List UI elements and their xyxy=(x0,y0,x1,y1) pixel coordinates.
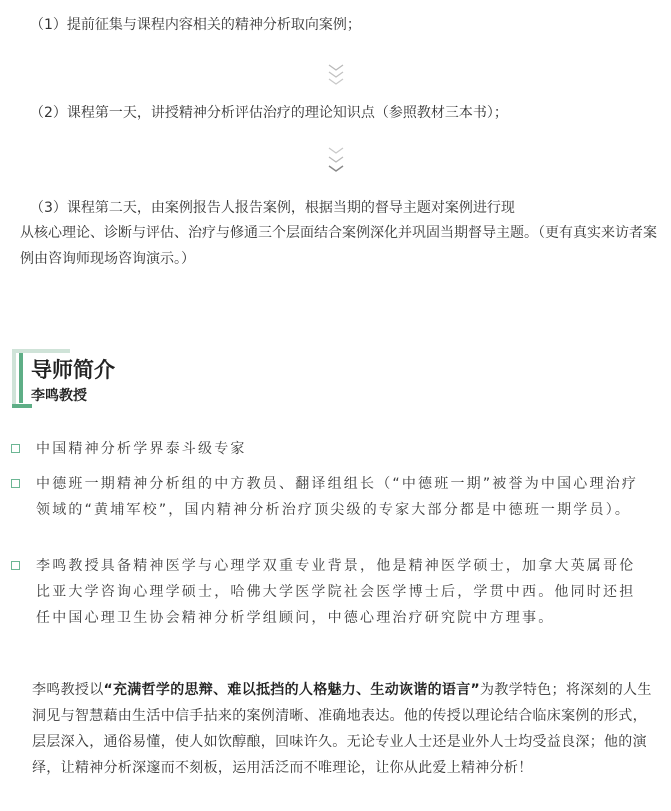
double-chevron-down-icon xyxy=(328,145,344,181)
section-title: 导师简介 xyxy=(31,358,115,382)
list-item: 中国精神分析学界泰斗级专家 xyxy=(36,441,247,457)
heading-accent-bar xyxy=(19,353,23,403)
step-1-text: （1）提前征集与课程内容相关的精神分析取向案例； xyxy=(30,17,361,33)
heading-bracket-decoration xyxy=(12,349,16,408)
heading-accent-bar xyxy=(12,404,32,408)
list-item: 中德班一期精神分析组的中方教员、翻译组组长（“中德班一期”被誉为中国心理治疗领域的“黄埔军校”，国内精神分析治疗顶尖级的专家大部分都是中德班一期学员）。 xyxy=(36,476,639,518)
step-3-continuation: 从核心理论、诊断与评估、治疗与修通三个层面结合案例深化并巩固当期督导主题。（更有真实来访者案例由咨询师现场咨询演示。） xyxy=(20,225,657,267)
instructor-name: 李鸣教授 xyxy=(31,388,87,404)
list-item: 李鸣教授具备精神医学与心理学双重专业背景，他是精神医学硕士，加拿大英属哥伦比亚大学咨询心理学硕士，哈佛大学医学院社会医学博士后，学贯中西。他同时还担任中国心理卫生协会精神分析学组顾问，中德心理治疗研究院中方理事。 xyxy=(36,558,636,626)
double-chevron-down-icon xyxy=(328,62,344,88)
step-3-text: （3）课程第二天，由案例报告人报告案例，根据当期的督导主题对案例进行现 xyxy=(30,200,515,216)
description-prefix: 李鸣教授以 xyxy=(32,682,104,698)
step-2-text: （2）课程第一天，讲授精神分析评估治疗的理论知识点（参照教材三本书）； xyxy=(30,105,508,121)
teaching-highlight: “充满哲学的思辩、难以抵挡的人格魅力、生动诙谐的语言” xyxy=(103,682,481,698)
instructor-description xyxy=(32,677,657,781)
square-bullet-icon xyxy=(11,561,20,570)
description-body: 为教学特色；将深刻的人生洞见与智慧藉由生活中信手拈来的案例清晰、准确地表达。他的传授以理论结合临床案例的形式，层层深入，通俗易懂，使人如饮醇酿，回味许久。无论专业人士还是业外人士均受益良深；他的演绎，让精神分析深邃而不刻板，运用活泛而不唯理论，让你从此爱上精神分析！ xyxy=(32,682,652,776)
square-bullet-icon xyxy=(11,444,20,453)
square-bullet-icon xyxy=(11,479,20,488)
